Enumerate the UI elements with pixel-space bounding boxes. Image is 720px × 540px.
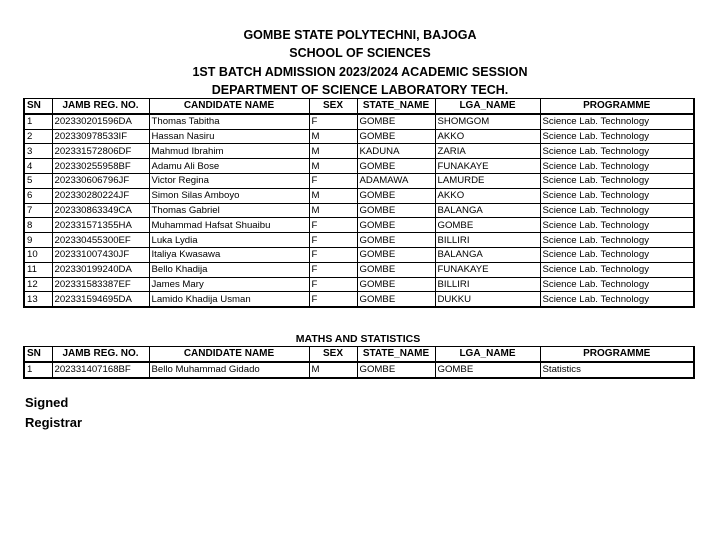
registrar-label: Registrar [25, 415, 83, 430]
cell-candidate-name: James Mary [149, 277, 309, 292]
cell-sn: 3 [24, 144, 52, 159]
cell-sex: M [309, 188, 357, 203]
cell-candidate-name: Hassan Nasiru [149, 129, 309, 144]
institution-title: GOMBE STATE POLYTECHNI, BAJOGA [243, 28, 477, 42]
cell-programme: Science Lab. Technology [540, 188, 694, 203]
cell-state-name: GOMBE [357, 262, 435, 277]
table-header-row [24, 347, 694, 362]
cell-sex: M [309, 144, 357, 159]
cell-jamb-reg-no: 202330199240DA [52, 262, 149, 277]
cell-state-name: GOMBE [357, 277, 435, 292]
cell-candidate-name: Lamido Khadija Usman [149, 292, 309, 307]
cell-lga-name: BALANGA [435, 203, 540, 218]
maths-statistics-table [23, 346, 695, 379]
cell-programme: Science Lab. Technology [540, 262, 694, 277]
cell-state-name: GOMBE [357, 159, 435, 174]
cell-state-name: GOMBE [357, 362, 435, 378]
cell-sn: 12 [24, 277, 52, 292]
cell-sex: F [309, 173, 357, 188]
cell-sex: M [309, 203, 357, 218]
cell-sn: 8 [24, 218, 52, 233]
cell-programme: Science Lab. Technology [540, 129, 694, 144]
cell-candidate-name: Mahmud Ibrahim [149, 144, 309, 159]
col-header-sex: SEX [309, 99, 357, 114]
cell-candidate-name: Adamu Ali Bose [149, 159, 309, 174]
col-header-programme: PROGRAMME [540, 99, 694, 114]
col-header-jamb-reg-no: JAMB REG. NO. [52, 99, 149, 114]
cell-sn: 11 [24, 262, 52, 277]
cell-jamb-reg-no: 202331572806DF [52, 144, 149, 159]
table-header-row [24, 99, 694, 114]
col-header-sex: SEX [309, 347, 357, 362]
cell-sn: 1 [24, 362, 52, 378]
cell-state-name: ADAMAWA [357, 173, 435, 188]
table-row [24, 159, 694, 174]
cell-candidate-name: Italiya Kwasawa [149, 247, 309, 262]
table-row [24, 173, 694, 188]
cell-lga-name: FUNAKAYE [435, 262, 540, 277]
slt-admission-table [23, 98, 695, 308]
table-row [24, 233, 694, 248]
cell-jamb-reg-no: 202330978533IF [52, 129, 149, 144]
table-row [24, 114, 694, 129]
cell-jamb-reg-no: 202331594695DA [52, 292, 149, 307]
cell-state-name: GOMBE [357, 129, 435, 144]
table-row [24, 203, 694, 218]
cell-programme: Science Lab. Technology [540, 218, 694, 233]
cell-programme: Science Lab. Technology [540, 144, 694, 159]
cell-sn: 5 [24, 173, 52, 188]
cell-sex: F [309, 277, 357, 292]
col-header-lga-name: LGA_NAME [435, 347, 540, 362]
cell-jamb-reg-no: 202330201596DA [52, 114, 149, 129]
cell-candidate-name: Muhammad Hafsat Shuaibu [149, 218, 309, 233]
cell-sex: M [309, 159, 357, 174]
section-title-maths-statistics: MATHS AND STATISTICS [295, 333, 421, 345]
table-row [24, 247, 694, 262]
cell-programme: Statistics [540, 362, 694, 378]
cell-sn: 10 [24, 247, 52, 262]
maths-table-body [24, 362, 694, 378]
cell-jamb-reg-no: 202330863349CA [52, 203, 149, 218]
cell-lga-name: AKKO [435, 129, 540, 144]
cell-lga-name: LAMURDE [435, 173, 540, 188]
cell-jamb-reg-no: 202331407168BF [52, 362, 149, 378]
cell-candidate-name: Thomas Tabitha [149, 114, 309, 129]
cell-lga-name: BILLIRI [435, 277, 540, 292]
cell-programme: Science Lab. Technology [540, 247, 694, 262]
cell-state-name: GOMBE [357, 247, 435, 262]
cell-state-name: KADUNA [357, 144, 435, 159]
table-row [24, 188, 694, 203]
col-header-sn: SN [24, 99, 52, 114]
cell-lga-name: BILLIRI [435, 233, 540, 248]
cell-candidate-name: Victor Regina [149, 173, 309, 188]
cell-state-name: GOMBE [357, 114, 435, 129]
col-header-programme: PROGRAMME [540, 347, 694, 362]
cell-jamb-reg-no: 202331583387EF [52, 277, 149, 292]
cell-programme: Science Lab. Technology [540, 203, 694, 218]
cell-lga-name: FUNAKAYE [435, 159, 540, 174]
cell-candidate-name: Luka Lydia [149, 233, 309, 248]
cell-lga-name: AKKO [435, 188, 540, 203]
cell-sn: 4 [24, 159, 52, 174]
table-row [24, 218, 694, 233]
cell-sn: 13 [24, 292, 52, 307]
cell-candidate-name: Simon Silas Amboyo [149, 188, 309, 203]
signed-label: Signed [25, 395, 69, 410]
cell-lga-name: DUKKU [435, 292, 540, 307]
cell-programme: Science Lab. Technology [540, 292, 694, 307]
cell-sex: F [309, 218, 357, 233]
col-header-jamb-reg-no: JAMB REG. NO. [52, 347, 149, 362]
department-title: DEPARTMENT OF SCIENCE LABORATORY TECH. [211, 83, 509, 97]
table-row [24, 129, 694, 144]
cell-sex: F [309, 114, 357, 129]
cell-state-name: GOMBE [357, 188, 435, 203]
cell-sex: F [309, 262, 357, 277]
school-title: SCHOOL OF SCIENCES [289, 46, 431, 60]
cell-programme: Science Lab. Technology [540, 233, 694, 248]
cell-jamb-reg-no: 202330280224JF [52, 188, 149, 203]
cell-programme: Science Lab. Technology [540, 173, 694, 188]
col-header-candidate-name: CANDIDATE NAME [149, 347, 309, 362]
table-row [24, 362, 694, 378]
cell-sex: M [309, 129, 357, 144]
cell-jamb-reg-no: 202331571355HA [52, 218, 149, 233]
cell-jamb-reg-no: 202330606796JF [52, 173, 149, 188]
cell-jamb-reg-no: 202331007430JF [52, 247, 149, 262]
col-header-state-name: STATE_NAME [357, 347, 435, 362]
table-row [24, 144, 694, 159]
col-header-lga-name: LGA_NAME [435, 99, 540, 114]
col-header-state-name: STATE_NAME [357, 99, 435, 114]
cell-jamb-reg-no: 202330455300EF [52, 233, 149, 248]
col-header-candidate-name: CANDIDATE NAME [149, 99, 309, 114]
cell-sn: 6 [24, 188, 52, 203]
cell-lga-name: GOMBE [435, 362, 540, 378]
table-row [24, 277, 694, 292]
cell-state-name: GOMBE [357, 218, 435, 233]
cell-sex: F [309, 292, 357, 307]
cell-sn: 7 [24, 203, 52, 218]
cell-programme: Science Lab. Technology [540, 277, 694, 292]
cell-lga-name: GOMBE [435, 218, 540, 233]
cell-lga-name: ZARIA [435, 144, 540, 159]
cell-candidate-name: Thomas Gabriel [149, 203, 309, 218]
cell-state-name: GOMBE [357, 233, 435, 248]
cell-candidate-name: Bello Muhammad Gidado [149, 362, 309, 378]
slt-table-body [24, 114, 694, 307]
admission-batch-title: 1ST BATCH ADMISSION 2023/2024 ACADEMIC SESSION [192, 65, 528, 79]
cell-sex: F [309, 247, 357, 262]
cell-lga-name: BALANGA [435, 247, 540, 262]
cell-lga-name: SHOMGOM [435, 114, 540, 129]
table-row [24, 262, 694, 277]
col-header-sn: SN [24, 347, 52, 362]
cell-programme: Science Lab. Technology [540, 159, 694, 174]
cell-programme: Science Lab. Technology [540, 114, 694, 129]
cell-sn: 9 [24, 233, 52, 248]
table-row [24, 292, 694, 307]
cell-sex: M [309, 362, 357, 378]
cell-sex: F [309, 233, 357, 248]
cell-sn: 1 [24, 114, 52, 129]
cell-jamb-reg-no: 202330255958BF [52, 159, 149, 174]
cell-sn: 2 [24, 129, 52, 144]
cell-state-name: GOMBE [357, 203, 435, 218]
cell-candidate-name: Bello Khadija [149, 262, 309, 277]
cell-state-name: GOMBE [357, 292, 435, 307]
